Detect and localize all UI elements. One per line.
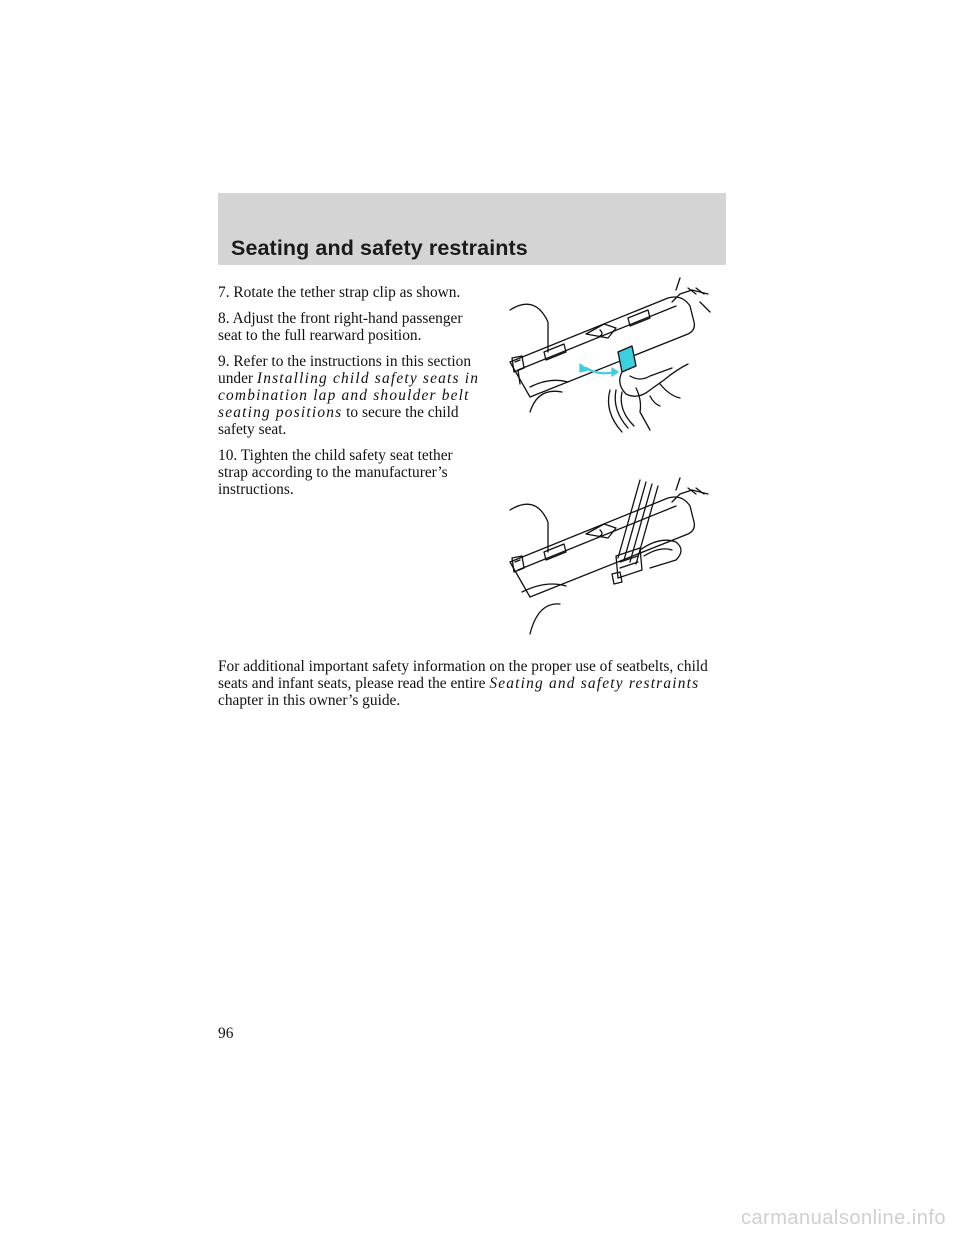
step-9-text: 9. Refer to the instructions in this section under [218,353,472,387]
section-title: Seating and safety restraints [231,236,528,260]
note-text: For additional important safety information on the proper use of seatbelts, child seats and infant seats, please read the entire [218,658,708,692]
step-9 [218,353,480,438]
note-chapter-reference: Seating and safety restraints [489,675,700,692]
instruction-steps [218,284,480,507]
step-8: 8. Adjust the front right-hand passenger seat to the full rearward position. [218,310,463,344]
section-header-band [218,193,726,265]
step-10: 10. Tighten the child safety seat tether strap according to the manufacturer’s instructions. [218,447,453,498]
tether-strap-tightened-illustration [500,474,720,644]
page-number: 96 [218,1025,234,1042]
tether-clip-rotate-illustration [500,272,720,442]
step-7: 7. Rotate the tether strap clip as shown. [218,284,461,301]
note-text-end: chapter in this owner’s guide. [218,692,401,709]
watermark: carmanualsonline.info [740,1207,946,1229]
additional-safety-note [218,658,738,709]
step-9-text-end: to secure the child safety seat. [218,404,459,438]
step-9-reference: Installing child safety seats in combination lap and shoulder belt seating positions [218,370,480,421]
